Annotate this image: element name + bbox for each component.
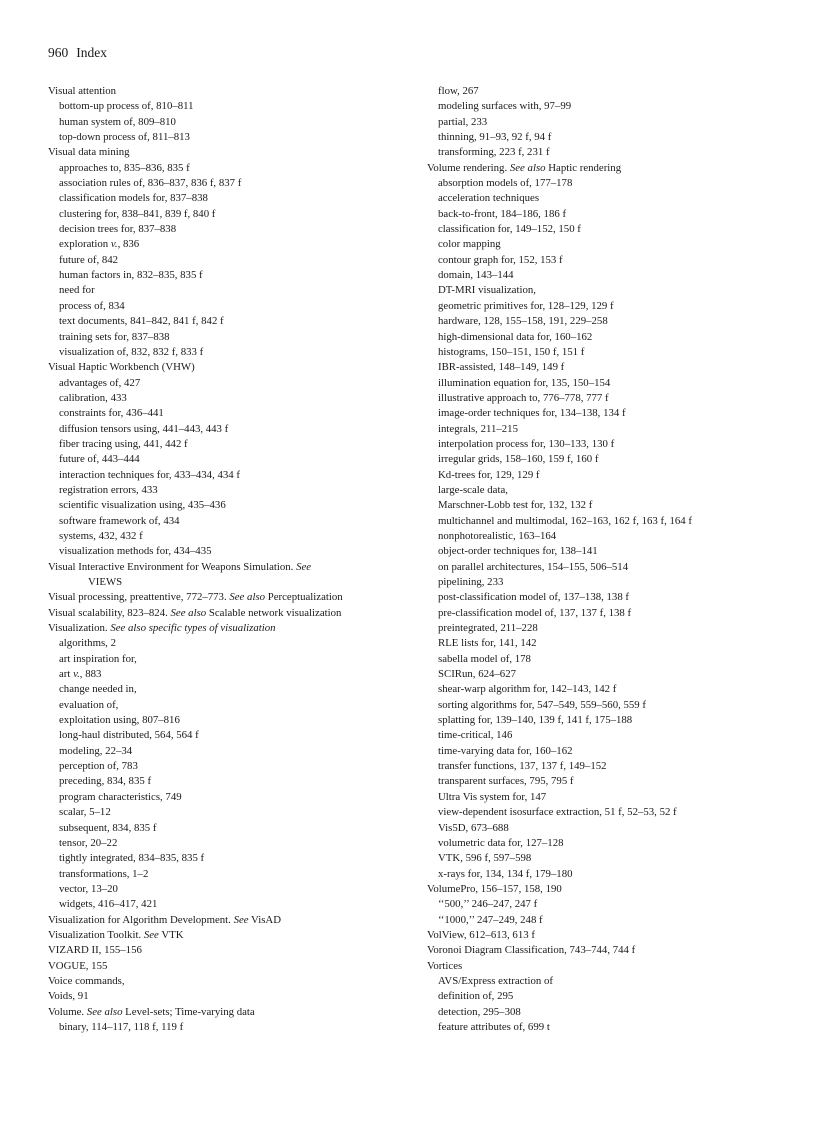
entry-text: splatting for, 139–140, 139 f, 141 f, 175–188: [438, 714, 633, 727]
index-subentry: [48, 299, 408, 314]
entry-text: exploitation using, 807–816: [59, 714, 180, 727]
entry-text: art inspiration for,: [59, 652, 137, 665]
index-subentry: [427, 728, 772, 743]
index-subentry: [48, 1020, 408, 1035]
entry-text: bottom-up process of, 810–811: [59, 100, 194, 113]
index-subentry: [427, 682, 772, 697]
index-entry: [48, 989, 408, 1004]
entry-text: AVS/Express extraction of: [438, 974, 553, 987]
entry-text: definition of, 295: [438, 990, 514, 1003]
index-entry: [48, 360, 408, 375]
entry-text: classification models for, 837–838: [59, 192, 208, 205]
index-entry: [48, 590, 408, 605]
index-subentry: [48, 698, 408, 713]
index-subentry: [427, 989, 772, 1004]
index-subentry: [427, 222, 772, 237]
entry-text: VTK, 596 f, 597–598: [438, 852, 532, 865]
index-subentry: [48, 498, 408, 513]
index-subentry: [427, 529, 772, 544]
entry-text: Vortices: [427, 959, 463, 972]
index-subentry: [48, 544, 408, 559]
index-subentry: [48, 713, 408, 728]
entry-text: on parallel architectures, 154–155, 506–514: [438, 560, 629, 573]
index-subentry: [48, 314, 408, 329]
entry-text: Kd-trees for, 129, 129 f: [438, 468, 540, 481]
entry-text: widgets, 416–417, 421: [59, 898, 158, 911]
entry-text: illustrative approach to, 776–778, 777 f: [438, 391, 609, 404]
entry-text: transforming, 223 f, 231 f: [438, 146, 550, 159]
index-subentry: [427, 744, 772, 759]
entry-text: absorption models of, 177–178: [438, 177, 573, 190]
index-subentry: [427, 498, 772, 513]
entry-text: perception of, 783: [59, 760, 138, 773]
entry-text: classification for, 149–152, 150 f: [438, 223, 581, 236]
cross-reference-label: See: [233, 913, 249, 926]
index-column-left: [48, 84, 408, 1035]
index-subentry: [48, 207, 408, 222]
entry-text: Voids, 91: [48, 990, 89, 1003]
entry-text-after: Haptic rendering: [545, 161, 622, 174]
entry-text: software framework of, 434: [59, 514, 180, 527]
entry-text: sabella model of, 178: [438, 652, 531, 665]
index-subentry: [427, 774, 772, 789]
entry-text: time-varying data for, 160–162: [438, 744, 573, 757]
index-subentry: [427, 145, 772, 160]
entry-text: art: [59, 668, 74, 681]
cross-reference-label: See also: [229, 591, 266, 604]
entry-text: sorting algorithms for, 547–549, 559–560, 559 f: [438, 698, 646, 711]
index-subentry: [48, 99, 408, 114]
entry-text: exploration: [59, 238, 111, 251]
entry-text: integrals, 211–215: [438, 422, 518, 435]
index-entry: [427, 882, 772, 897]
entry-text: scalar, 5–12: [59, 806, 111, 819]
entry-text: contour graph for, 152, 153 f: [438, 253, 563, 266]
index-subentry: [427, 821, 772, 836]
entry-text: need for: [59, 284, 95, 297]
entry-text: systems, 432, 432 f: [59, 529, 143, 542]
entry-text: irregular grids, 158–160, 159 f, 160 f: [438, 453, 599, 466]
entry-text: VolView, 612–613, 613 f: [427, 928, 535, 941]
entry-text: modeling surfaces with, 97–99: [438, 100, 572, 113]
entry-text: image-order techniques for, 134–138, 134 f: [438, 407, 626, 420]
index-subentry: [48, 391, 408, 406]
entry-text: diffusion tensors using, 441–443, 443 f: [59, 422, 229, 435]
entry-text: registration errors, 433: [59, 483, 158, 496]
entry-text: partial, 233: [438, 115, 488, 128]
entry-text: change needed in,: [59, 683, 137, 696]
index-subentry: [48, 406, 408, 421]
entry-text: tightly integrated, 834–835, 835 f: [59, 852, 205, 865]
index-entry: [48, 959, 408, 974]
index-entry: [48, 560, 408, 575]
entry-text-after: VisAD: [248, 913, 281, 926]
index-subentry: [427, 1020, 772, 1035]
index-subentry: [48, 652, 408, 667]
entry-text: illumination equation for, 135, 150–154: [438, 376, 611, 389]
index-subentry: [427, 115, 772, 130]
entry-text: preceding, 834, 835 f: [59, 775, 152, 788]
index-subentry: [427, 314, 772, 329]
entry-text: Visual data mining: [48, 146, 130, 159]
index-entry: [427, 959, 772, 974]
entry-text: RLE lists for, 141, 142: [438, 637, 537, 650]
index-subentry: [427, 514, 772, 529]
entry-text: Vis5D, 673–688: [438, 821, 509, 834]
index-subentry: [48, 345, 408, 360]
index-entry: [48, 621, 408, 636]
index-subentry: [427, 130, 772, 145]
entry-text: long-haul distributed, 564, 564 f: [59, 729, 199, 742]
page-title: Index: [76, 45, 107, 60]
index-subentry: [427, 299, 772, 314]
index-subentry: [427, 652, 772, 667]
index-entry: [48, 84, 408, 99]
entry-text-after: Perceptualization: [265, 591, 343, 604]
index-subentry: [427, 330, 772, 345]
entry-text: SCIRun, 624–627: [438, 668, 516, 681]
entry-text: future of, 443–444: [59, 453, 140, 466]
entry-text: future of, 842: [59, 253, 119, 266]
index-entry: [48, 928, 408, 943]
cross-reference-label: See: [296, 560, 312, 573]
entry-text-after: Scalable network visualization: [206, 606, 342, 619]
entry-text: DT-MRI visualization,: [438, 284, 536, 297]
entry-text: VolumePro, 156–157, 158, 190: [427, 882, 562, 895]
entry-text: interaction techniques for, 433–434, 434 f: [59, 468, 240, 481]
index-subentry: [48, 897, 408, 912]
entry-text: Visualization.: [48, 622, 111, 635]
index-subentry: [427, 606, 772, 621]
entry-text: text documents, 841–842, 841 f, 842 f: [59, 315, 224, 328]
entry-text: Visual scalability, 823–824.: [48, 606, 171, 619]
index-subentry: [48, 821, 408, 836]
entry-text: Volume.: [48, 1005, 87, 1018]
index-entry: [48, 145, 408, 160]
index-subentry: [48, 774, 408, 789]
index-subentry: [427, 590, 772, 605]
index-entry: [48, 1005, 408, 1020]
index-subentry: [48, 759, 408, 774]
entry-text: subsequent, 834, 835 f: [59, 821, 157, 834]
index-subentry: [427, 805, 772, 820]
index-subentry: [48, 222, 408, 237]
entry-text: evaluation of,: [59, 698, 119, 711]
index-subentry: [48, 636, 408, 651]
index-subentry: [427, 621, 772, 636]
entry-text: tensor, 20–22: [59, 836, 118, 849]
index-entry: [48, 943, 408, 958]
entry-text: Volume rendering.: [427, 161, 510, 174]
index-subentry: [48, 790, 408, 805]
entry-text: detection, 295–308: [438, 1005, 521, 1018]
entry-text: large-scale data,: [438, 483, 508, 496]
index-subentry: [427, 207, 772, 222]
index-subentry: [48, 851, 408, 866]
index-subentry: [48, 330, 408, 345]
entry-text: Visual Interactive Environment for Weapons Simulation.: [48, 560, 297, 573]
index-subentry: [427, 698, 772, 713]
entry-text: back-to-front, 184–186, 186 f: [438, 207, 567, 220]
entry-text: multichannel and multimodal, 162–163, 162 f, 163 f, 164 f: [438, 514, 692, 527]
entry-text: ‘‘1000,’’ 247–249, 248 f: [438, 913, 543, 926]
entry-text: Visual Haptic Workbench (VHW): [48, 361, 195, 374]
index-entry: [48, 913, 408, 928]
index-subentry: [48, 682, 408, 697]
entry-text: transformations, 1–2: [59, 867, 149, 880]
entry-text-after: Level-sets; Time-varying data: [122, 1005, 255, 1018]
index-subentry: [427, 422, 772, 437]
index-subentry: [48, 422, 408, 437]
entry-text: visualization of, 832, 832 f, 833 f: [59, 345, 204, 358]
entry-text: high-dimensional data for, 160–162: [438, 330, 593, 343]
entry-text: acceleration techniques: [438, 192, 540, 205]
entry-text: transparent surfaces, 795, 795 f: [438, 775, 574, 788]
index-subentry: [427, 867, 772, 882]
cross-reference-label: v.: [110, 238, 118, 251]
entry-text: feature attributes of, 699 t: [438, 1020, 550, 1033]
entry-text: Visualization for Algorithm Development.: [48, 913, 234, 926]
index-subentry: [427, 283, 772, 298]
entry-text: pipelining, 233: [438, 576, 504, 588]
entry-text: transfer functions, 137, 137 f, 149–152: [438, 760, 607, 773]
index-subentry: [427, 191, 772, 206]
index-entry: [427, 161, 772, 176]
index-subentry: [48, 529, 408, 544]
index-subentry: [48, 176, 408, 191]
entry-text: interpolation process for, 130–133, 130 f: [438, 437, 615, 450]
entry-text: domain, 143–144: [438, 269, 514, 282]
entry-text: vector, 13–20: [59, 882, 118, 895]
index-subentry: [48, 575, 408, 590]
index-subentry: [427, 913, 772, 928]
entry-text: volumetric data for, 127–128: [438, 836, 564, 849]
index-subentry: [427, 897, 772, 912]
entry-text: VIZARD II, 155–156: [48, 944, 142, 957]
entry-text: Visual processing, preattentive, 772–773.: [48, 591, 230, 604]
index-subentry: [427, 253, 772, 268]
index-subentry: [48, 237, 408, 252]
entry-text: calibration, 433: [59, 391, 127, 404]
entry-text: Ultra Vis system for, 147: [438, 790, 547, 803]
entry-text: x-rays for, 134, 134 f, 179–180: [438, 867, 573, 880]
index-subentry: [427, 268, 772, 283]
entry-text: algorithms, 2: [59, 637, 116, 650]
entry-text: clustering for, 838–841, 839 f, 840 f: [59, 207, 216, 220]
entry-text-after: VTK: [158, 928, 184, 941]
index-subentry: [48, 468, 408, 483]
entry-text: scientific visualization using, 435–436: [59, 499, 226, 512]
index-subentry: [427, 468, 772, 483]
index-subentry: [48, 667, 408, 682]
entry-text: program characteristics, 749: [59, 790, 182, 803]
entry-text: geometric primitives for, 128–129, 129 f: [438, 299, 614, 312]
entry-text-after: , 836: [117, 238, 140, 251]
entry-text: IBR-assisted, 148–149, 149 f: [438, 361, 565, 374]
index-subentry: [48, 805, 408, 820]
index-subentry: [427, 713, 772, 728]
entry-text: color mapping: [438, 238, 501, 251]
index-subentry: [427, 237, 772, 252]
index-subentry: [48, 728, 408, 743]
index-subentry: [427, 636, 772, 651]
cross-reference-label: See also specific types of visualization: [110, 622, 276, 635]
entry-text: association rules of, 836–837, 836 f, 837 f: [59, 177, 242, 190]
entry-text-after: , 883: [79, 668, 102, 681]
entry-text: post-classification model of, 137–138, 138 f: [438, 591, 630, 604]
entry-text: pre-classification model of, 137, 137 f, 138 f: [438, 606, 632, 619]
index-column-right: [427, 84, 772, 1035]
index-subentry: [427, 759, 772, 774]
entry-text: top-down process of, 811–813: [59, 131, 190, 144]
index-subentry: [427, 851, 772, 866]
entry-text: view-dependent isosurface extraction, 51 f, 52–53, 52 f: [438, 806, 677, 819]
entry-text: histograms, 150–151, 150 f, 151 f: [438, 345, 585, 358]
index-subentry: [427, 575, 772, 590]
index-subentry: [427, 406, 772, 421]
index-subentry: [427, 667, 772, 682]
index-subentry: [427, 84, 772, 99]
entry-text: VIEWS: [88, 576, 123, 588]
index-subentry: [48, 483, 408, 498]
index-subentry: [427, 345, 772, 360]
index-subentry: [427, 360, 772, 375]
index-subentry: [48, 836, 408, 851]
index-subentry: [48, 253, 408, 268]
entry-text: modeling, 22–34: [59, 744, 133, 757]
index-subentry: [427, 391, 772, 406]
cross-reference-label: See: [143, 928, 159, 941]
page-header: [48, 44, 107, 62]
entry-text: fiber tracing using, 441, 442 f: [59, 437, 188, 450]
index-subentry: [48, 191, 408, 206]
cross-reference-label: v.: [73, 668, 80, 681]
entry-text: binary, 114–117, 118 f, 119 f: [59, 1020, 184, 1033]
entry-text: Visualization Toolkit.: [48, 928, 144, 941]
entry-text: Voronoi Diagram Classification, 743–744, 744 f: [427, 944, 636, 957]
index-subentry: [48, 867, 408, 882]
index-entry: [48, 606, 408, 621]
entry-text: constraints for, 436–441: [59, 407, 164, 420]
index-entry: [427, 943, 772, 958]
entry-text: visualization methods for, 434–435: [59, 545, 212, 558]
entry-text: flow, 267: [438, 85, 479, 97]
index-subentry: [48, 744, 408, 759]
entry-text: VOGUE, 155: [48, 959, 108, 972]
cross-reference-label: See also: [509, 161, 546, 174]
index-subentry: [48, 283, 408, 298]
entry-text: nonphotorealistic, 163–164: [438, 529, 557, 542]
index-subentry: [48, 130, 408, 145]
index-subentry: [427, 560, 772, 575]
entry-text: object-order techniques for, 138–141: [438, 545, 598, 558]
index-subentry: [427, 176, 772, 191]
index-entry: [427, 928, 772, 943]
index-subentry: [48, 268, 408, 283]
index-subentry: [427, 99, 772, 114]
index-subentry: [48, 115, 408, 130]
index-subentry: [427, 836, 772, 851]
index-subentry: [427, 1005, 772, 1020]
cross-reference-label: See also: [170, 606, 207, 619]
entry-text: Marschner-Lobb test for, 132, 132 f: [438, 499, 593, 512]
entry-text: time-critical, 146: [438, 729, 513, 742]
index-subentry: [48, 452, 408, 467]
entry-text: thinning, 91–93, 92 f, 94 f: [438, 131, 552, 144]
entry-text: advantages of, 427: [59, 376, 141, 389]
index-subentry: [48, 437, 408, 452]
index-subentry: [48, 514, 408, 529]
entry-text: Voice commands,: [48, 974, 125, 987]
index-subentry: [48, 161, 408, 176]
index-subentry: [427, 790, 772, 805]
index-subentry: [427, 452, 772, 467]
index-subentry: [427, 376, 772, 391]
entry-text: hardware, 128, 155–158, 191, 229–258: [438, 315, 608, 328]
entry-text: Visual attention: [48, 85, 117, 97]
index-subentry: [427, 483, 772, 498]
cross-reference-label: See also: [86, 1005, 123, 1018]
entry-text: decision trees for, 837–838: [59, 223, 177, 236]
entry-text: ‘‘500,’’ 246–247, 247 f: [438, 898, 538, 911]
entry-text: training sets for, 837–838: [59, 330, 170, 343]
index-subentry: [427, 974, 772, 989]
entry-text: approaches to, 835–836, 835 f: [59, 161, 190, 174]
entry-text: process of, 834: [59, 299, 125, 312]
entry-text: shear-warp algorithm for, 142–143, 142 f: [438, 683, 617, 696]
index-subentry: [427, 437, 772, 452]
entry-text: human factors in, 832–835, 835 f: [59, 269, 203, 282]
entry-text: preintegrated, 211–228: [438, 622, 538, 635]
index-subentry: [48, 882, 408, 897]
index-subentry: [427, 544, 772, 559]
page-number: 960: [48, 45, 69, 60]
index-subentry: [48, 376, 408, 391]
entry-text: human system of, 809–810: [59, 115, 176, 128]
index-entry: [48, 974, 408, 989]
